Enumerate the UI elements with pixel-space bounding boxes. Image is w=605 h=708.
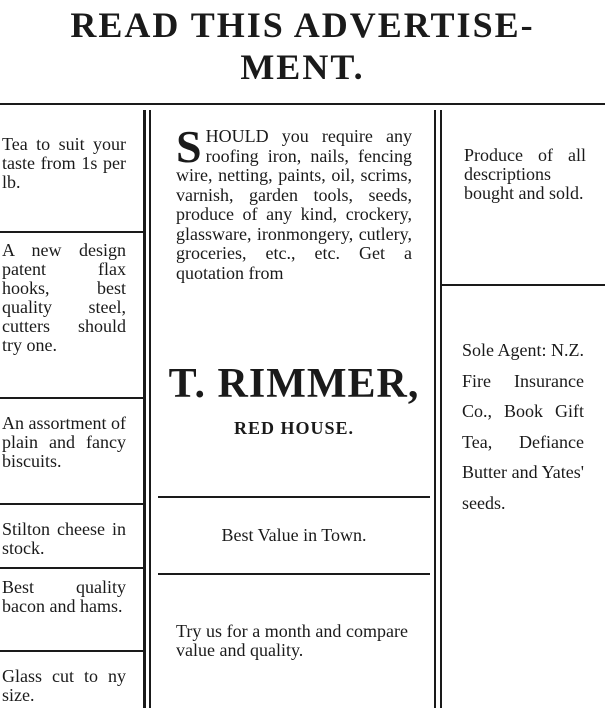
drop-cap: S <box>176 127 202 172</box>
left-rule-3 <box>0 503 143 505</box>
top-rule <box>0 103 605 105</box>
middle-rule-2 <box>158 573 430 575</box>
headline-line-2: MENT. <box>240 47 365 87</box>
try-us-notice: Try us for a month and compare value and quality. <box>176 622 408 660</box>
flax-hooks-notice: A new design patent flax hooks, best quality steel, cutters should try one. <box>2 241 126 355</box>
cheese-notice: Stilton cheese in stock. <box>2 520 126 558</box>
bacon-notice: Best quality bacon and hams. <box>2 578 126 616</box>
best-value-notice: Best Value in Town. <box>221 526 367 545</box>
left-rule-2 <box>0 397 143 399</box>
store-name: RED HOUSE. <box>233 418 355 438</box>
glass-notice: Glass cut to ny size. <box>2 667 126 705</box>
produce-notice: Produce of all descriptions bought and sold. <box>464 146 586 203</box>
headline <box>0 4 605 88</box>
right-rule-1 <box>442 284 605 286</box>
main-advertisement-text: HOULD you require any roofing iron, nails, fencing wire, netting, paints, oil, scrims, varnish, garden tools, seeds, produce of any kind, crockery, glassware, ironmongery, cutlery, groceries, etc., etc. Get a quotation from <box>176 127 412 283</box>
column-divider-right <box>434 110 436 708</box>
middle-rule-1 <box>158 496 430 498</box>
biscuits-notice: An assortment of plain and fancy biscuits. <box>2 414 126 471</box>
left-rule-5 <box>0 650 143 652</box>
headline-line-1: READ THIS ADVERTISE- <box>70 5 535 45</box>
column-divider-right-inner <box>440 110 442 708</box>
tea-notice: Tea to suit your taste from 1s per lb. <box>2 135 126 192</box>
column-divider-left <box>143 110 146 708</box>
column-divider-left-inner <box>149 110 151 708</box>
left-rule-1 <box>0 231 143 233</box>
sole-agent-notice: Sole Agent: N.Z. Fire Insurance Co., Book Gift Tea, Defiance Butter and Yates' seeds. <box>462 340 584 513</box>
left-rule-4 <box>0 567 143 569</box>
merchant-name: T. RIMMER, <box>168 361 420 407</box>
main-advertisement <box>176 127 412 283</box>
